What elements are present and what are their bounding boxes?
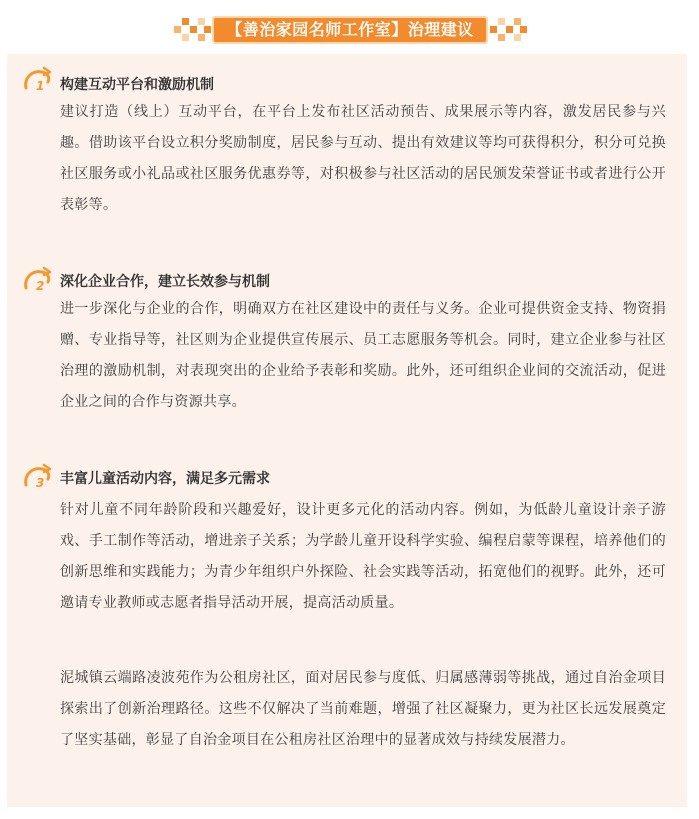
section-number: 2: [36, 279, 45, 293]
section-number: 3: [36, 476, 45, 490]
number-2-icon: [22, 266, 52, 296]
number-1-icon: [22, 66, 52, 96]
section-title: 丰富儿童活动内容，满足多元需求: [60, 471, 270, 487]
section-title: 构建互动平台和激励机制: [60, 77, 214, 93]
section-body: 进一步深化与企业的合作，明确双方在社区建设中的责任与义务。企业可提供资金支持、物资捐赠、专业指导等，社区则为企业提供宣传展示、员工志愿服务等机会。同时，建立企业参与社区治理的激励机制，对表现突出的企业给予表彰和奖励。此外，还可组织企业间的交流活动，促进企业之间的合作与资源共享。: [60, 301, 666, 410]
section-body: 建议打造（线上）互动平台，在平台上发布社区活动预告、成果展示等内容，激发居民参与兴趣。借助该平台设立积分奖励制度，居民参与互动、提出有效建议等均可获得积分，积分可兑换社区服务或小礼品或社区服务优惠券等，对积极参与社区活动的居民颁发荣誉证书或者进行公开表彰等。: [60, 104, 666, 213]
page-title: 【善治家园名师工作室】治理建议: [212, 16, 488, 44]
section-number: 1: [36, 79, 45, 93]
conclusion-paragraph: 泥城镇云端路凌波苑作为公租房社区，面对居民参与度低、归属感薄弱等挑战，通过自治金项目探索出了创新治理路径。这些不仅解决了当前难题，增强了社区凝聚力，更为社区长远发展奠定了坚实基础，彰显了自治金项目在公租房社区治理中的显著成效与持续发展潜力。: [60, 670, 666, 748]
header: [0, 0, 699, 50]
section-body: 针对儿童不同年龄阶段和兴趣爱好，设计更多元化的活动内容。例如，为低龄儿童设计亲子游戏、手工制作等活动，增进亲子关系；为学龄儿童开设科学实验、编程启蒙等课程，培养他们的创新思维和实践能力；为青少年组织户外探险、社会实践等活动，拓宽他们的视野。此外，还可邀请专业教师或志愿者指导活动开展，提高活动质量。: [60, 502, 666, 611]
number-3-icon: [22, 463, 52, 493]
right-decoration: [490, 14, 526, 46]
section-title: 深化企业合作，建立长效参与机制: [60, 274, 270, 290]
left-decoration: [174, 14, 210, 46]
